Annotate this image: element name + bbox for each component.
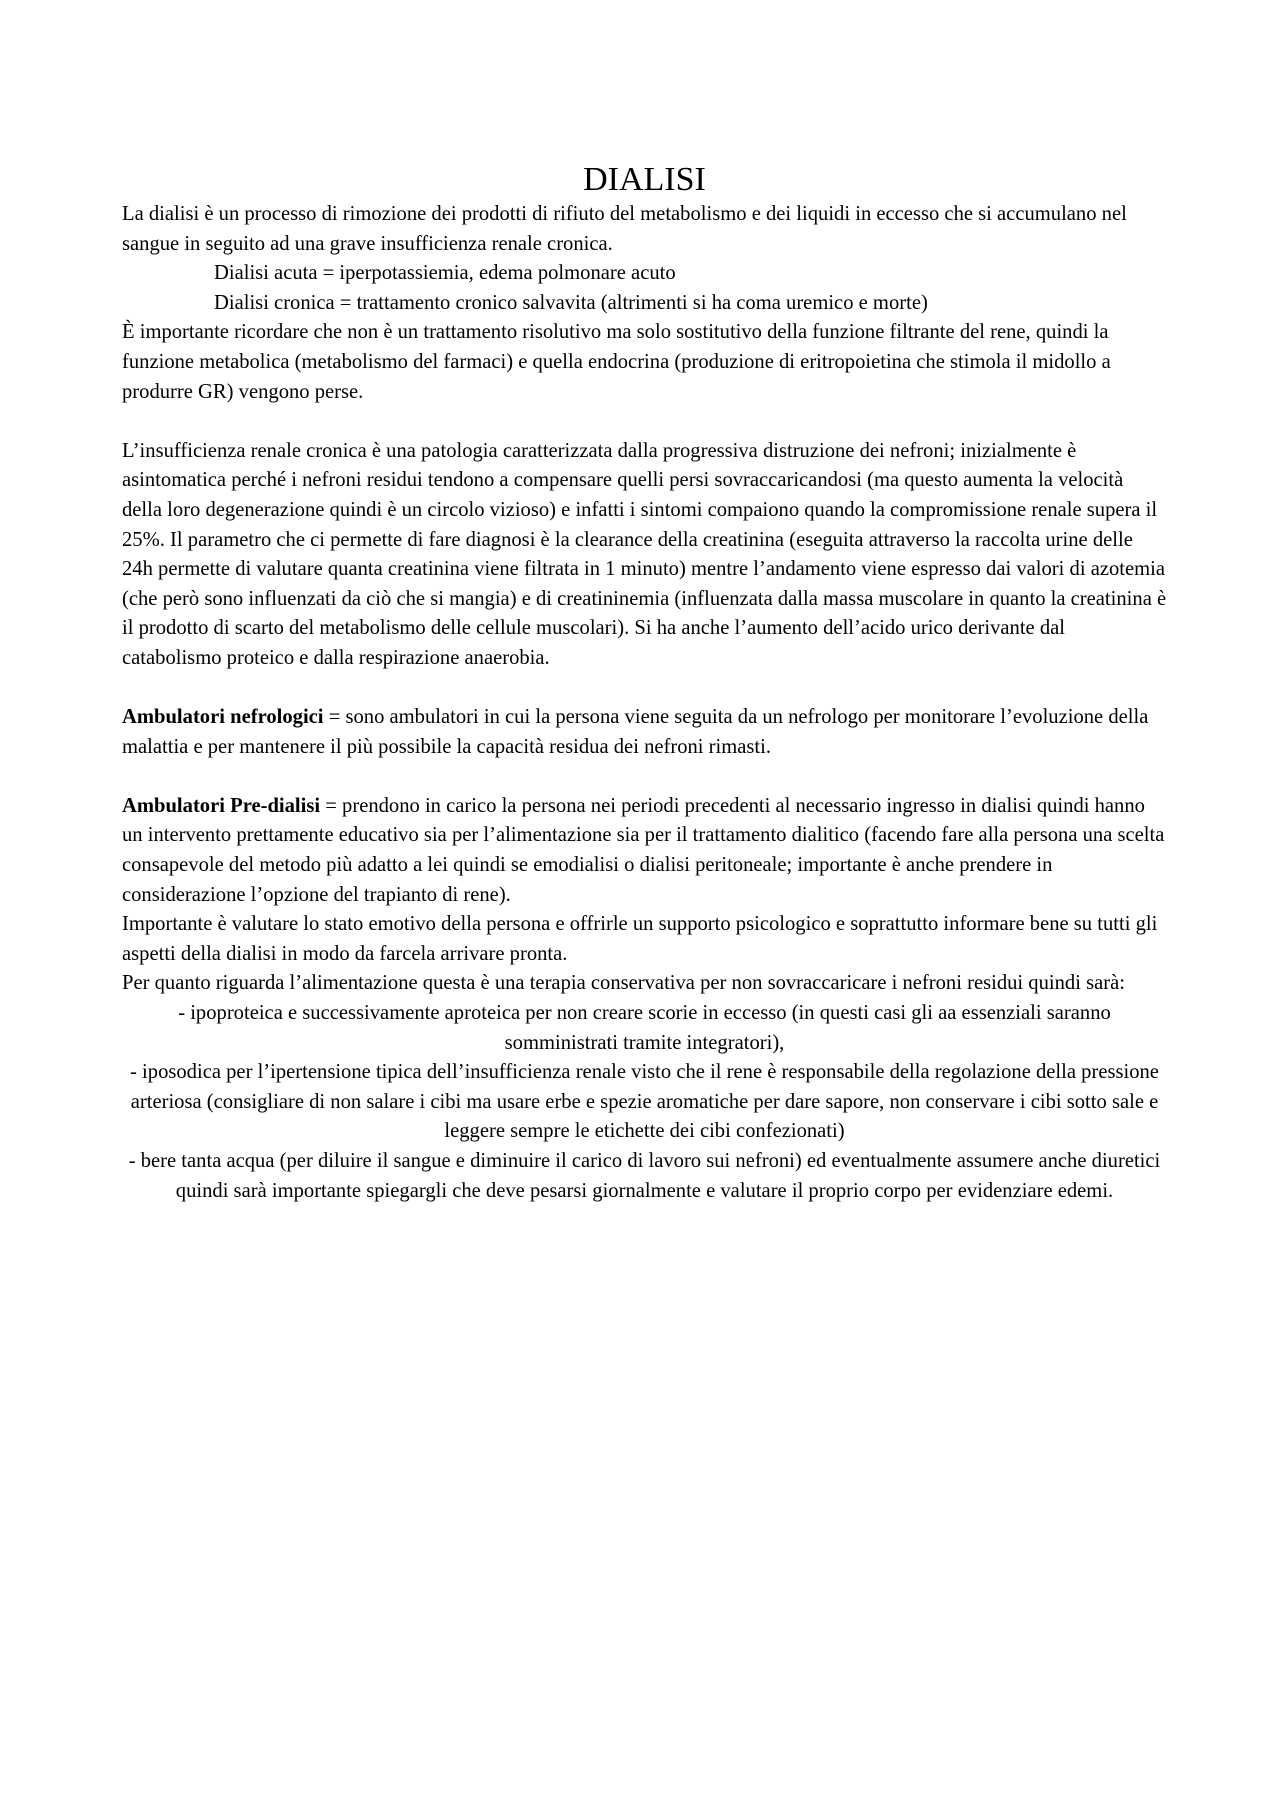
nephrology-clinics-term: Ambulatori nefrologici (122, 706, 324, 729)
diet-item: - ipoproteica e successivamente aproteica per non creare scorie in eccesso (in questi casi gli aa essenziali saranno somministrati tramite integratori), (178, 1002, 1111, 1054)
paragraph-gap (122, 762, 1167, 792)
nephrology-clinics-paragraph (122, 703, 1167, 762)
paragraph-gap (122, 674, 1167, 704)
predialysis-clinics-paragraph (122, 792, 1167, 910)
emotional-support-paragraph: Importante è valutare lo stato emotivo della persona e offrirle un supporto psicologico e soprattutto informare bene su tutti gli aspetti della dialisi in modo da farcela arrivare pronta. (122, 913, 1158, 965)
predialysis-clinics-term: Ambulatori Pre-dialisi (122, 794, 321, 817)
diet-item: - bere tanta acqua (per diluire il sangue e diminuire il carico di lavoro sui nefroni) ed eventualmente assumere anche diuretici quindi sarà importante spiegargli che deve pesarsi giornalmente e valutare il proprio corpo per evidenziare edemi. (128, 1150, 1161, 1202)
important-paragraph: È importante ricordare che non è un trattamento risolutivo ma solo sostitutivo della funzione filtrante del rene, quindi la funzione metabolica (metabolismo del farmaci) e quella endocrina (produzione di eritropoietina che stimola il midollo a produrre GR) vengono perse. (122, 321, 1111, 403)
predialysis-clinics-text: = prendono in carico la persona nei periodi precedenti al necessario ingresso in dialisi quindi hanno un intervento prettamente educativo sia per l’alimentazione sia per il trattamento dialitico (facendo fare alla persona una scelta consapevole del metodo più adatto a lei quindi se emodialisi o dialisi peritoneale; importante è anche prendere in considerazione l’opzione del trapianto di rene). (122, 794, 1165, 906)
document-title: DIALISI (583, 161, 706, 198)
paragraph-gap (122, 407, 1167, 437)
chronic-dialysis-line: Dialisi cronica = trattamento cronico salvavita (altrimenti si ha coma uremico e morte) (214, 291, 928, 314)
intro-paragraph: La dialisi è un processo di rimozione dei prodotti di rifiuto del metabolismo e dei liquidi in eccesso che si accumulano nel sangue in seguito ad una grave insufficienza renale cronica. (122, 203, 1127, 255)
diet-item: - iposodica per l’ipertensione tipica dell’insufficienza renale visto che il rene è responsabile della regolazione della pressione arteriosa (consigliare di non salare i cibi ma usare erbe e spezie aromatiche per dare sapore, non conservare i cibi sotto sale e leggere sempre le etichette dei cibi confezionati) (130, 1061, 1159, 1143)
nephrology-clinics-text: = sono ambulatori in cui la persona viene seguita da un nefrologo per monitorare l’evoluzione della malattia e per mantenere il più possibile la capacità residua dei nefroni rimasti. (122, 706, 1149, 758)
diet-intro-paragraph: Per quanto riguarda l’alimentazione questa è una terapia conservativa per non sovraccaricare i nefroni residui quindi sarà: (122, 972, 1125, 995)
irc-paragraph: L’insufficienza renale cronica è una patologia caratterizzata dalla progressiva distruzione dei nefroni; inizialmente è asintomatica perché i nefroni residui tendono a compensare quelli persi sovraccaricandosi (ma questo aumenta la velocità della loro degenerazione quindi è un circolo vizioso) e infatti i sintomi compaiono quando la compromissione renale supera il 25%. Il parametro che ci permette di fare diagnosi è la clearance della creatinina (eseguita attraverso la raccolta urine delle 24h permette di valutare quanta creatinina viene filtrata in 1 minuto) mentre l’andamento viene espresso dai valori di azotemia (che però sono influenzati da ciò che si mangia) e di creatininemia (influenzata dalla massa muscolare in quanto la creatinina è il prodotto di scarto del metabolismo delle cellule muscolari). Si ha anche l’aumento dell’acido urico derivante dal catabolismo proteico e dalla respirazione anaerobia. (122, 439, 1167, 669)
document-page (122, 160, 1167, 1206)
acute-dialysis-line: Dialisi acuta = iperpotassiemia, edema polmonare acuto (214, 262, 676, 285)
